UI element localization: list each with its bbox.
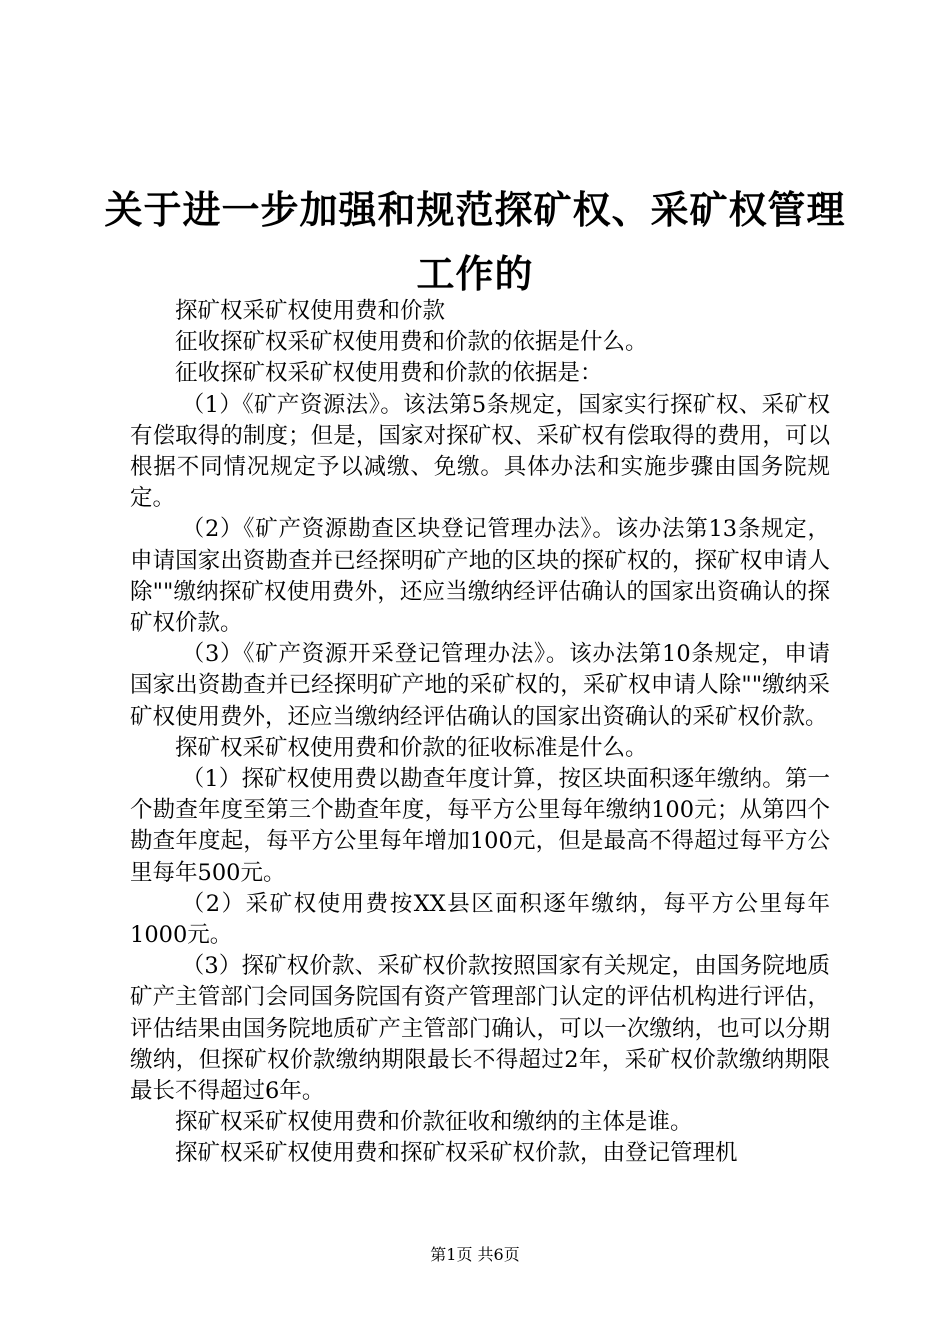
page-footer: 第1页 共6页 <box>430 1245 520 1264</box>
numbered-paragraph: （3）探矿权价款、采矿权价款按照国家有关规定，由国务院地质矿产主管部门会同国务院国有资产管理部门认定的评估机构进行评估，评估结果由国务院地质矿产主管部门确认，可以一次缴纳，也可以分期缴纳，但探矿权价款缴纳期限最长不得超过2年，采矿权价款缴纳期限最长不得超过6年。 <box>130 953 830 1105</box>
question-paragraph: 征收探矿权采矿权使用费和价款的依据是什么。 <box>175 329 648 356</box>
numbered-paragraph: （3）《矿产资源开采登记管理办法》。该办法第10条规定，申请国家出资勘查并已经探明矿产地的采矿权的，采矿权申请人除""缴纳采矿权使用费外，还应当缴纳经评估确认的国家出资确认的采矿权价款。 <box>130 641 830 730</box>
document-title: 关于进一步加强和规范探矿权、采矿权管理工作的 <box>104 187 846 296</box>
question-paragraph: 探矿权采矿权使用费和价款的征收标准是什么。 <box>175 734 648 761</box>
numbered-paragraph: （1）探矿权使用费以勘查年度计算，按区块面积逐年缴纳。第一个勘查年度至第三个勘查年度，每平方公里每年缴纳100元；从第四个勘查年度起，每平方公里每年增加100元，但是最高不得超过每平方公里每年500元。 <box>130 766 830 886</box>
body-paragraph: 探矿权采矿权使用费和探矿权采矿权价款，由登记管理机 <box>175 1140 738 1167</box>
body-paragraph: 征收探矿权采矿权使用费和价款的依据是： <box>175 360 603 387</box>
numbered-paragraph: （1）《矿产资源法》。该法第5条规定，国家实行探矿权、采矿权有偿取得的制度；但是，国家对探矿权、采矿权有偿取得的费用，可以根据不同情况规定予以减缴、免缴。具体办法和实施步骤由国务院规定。 <box>130 391 830 512</box>
question-paragraph: 探矿权采矿权使用费和价款征收和缴纳的主体是谁。 <box>175 1109 693 1136</box>
numbered-paragraph: （2）采矿权使用费按XX县区面积逐年缴纳，每平方公里每年1000元。 <box>130 890 830 949</box>
document-body <box>130 296 830 1170</box>
numbered-paragraph: （2）《矿产资源勘查区块登记管理办法》。该办法第13条规定，申请国家出资勘查并已经探明矿产地的区块的探矿权的，探矿权申请人除""缴纳探矿权使用费外，还应当缴纳经评估确认的国家出资确认的探矿权价款。 <box>130 516 830 637</box>
section-heading: 探矿权采矿权使用费和价款 <box>175 298 446 324</box>
